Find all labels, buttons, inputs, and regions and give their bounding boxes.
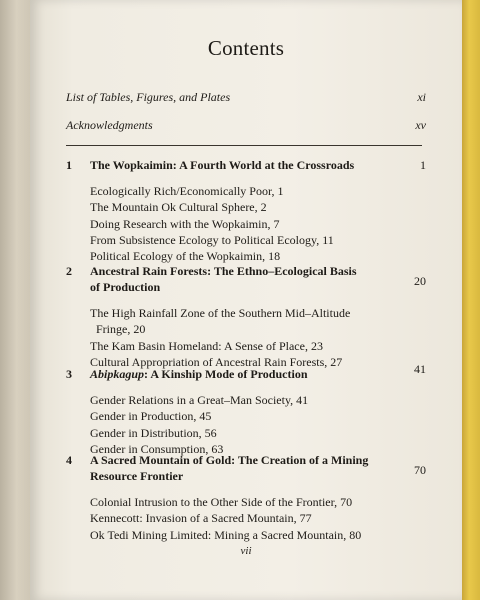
chapter-number: 2	[66, 264, 72, 278]
section-entry: Political Ecology of the Wopkaimin, 18	[90, 249, 281, 264]
chapter-entry	[66, 157, 426, 264]
chapter-title-line: The Wopkaimin: A Fourth World at the Crossroads	[90, 158, 355, 172]
front-matter-page: xi	[417, 90, 426, 104]
page-folio: vii	[240, 545, 252, 557]
chapter-heading	[66, 263, 426, 295]
chapter-title	[90, 263, 386, 295]
front-matter-title: Acknowledgments	[66, 118, 153, 132]
chapter-title	[90, 157, 386, 173]
chapter-title-line: of Production	[90, 280, 161, 294]
chapter-title	[90, 366, 386, 382]
chapter-number: 4	[66, 453, 72, 467]
section-list	[90, 305, 426, 370]
section-list	[90, 183, 426, 264]
section-entry: Gender in Distribution, 56	[90, 425, 217, 440]
chapter-entry	[66, 452, 426, 543]
section-entry: Kennecott: Invasion of a Sacred Mountain, 77	[90, 511, 312, 526]
contents-heading: Contents	[207, 36, 285, 60]
chapter-title-line: A Sacred Mountain of Gold: The Creation of a Mining	[90, 453, 369, 467]
divider-rule	[66, 145, 422, 146]
book-spine-edge	[462, 0, 480, 600]
front-matter-entry	[66, 90, 426, 105]
section-list	[90, 494, 426, 543]
section-entry: Cultural Appropriation of Ancestral Rain Forests, 27	[90, 354, 343, 369]
front-matter-entry	[66, 118, 426, 133]
section-entry: Fringe, 20	[96, 322, 146, 337]
section-entry: Gender in Production, 45	[90, 409, 212, 424]
chapter-page: 20	[414, 274, 426, 288]
section-entry: Gender Relations in a Great–Man Society, 41	[90, 393, 309, 407]
chapter-heading	[66, 157, 426, 173]
front-matter-page: xv	[415, 118, 426, 132]
section-entry: Colonial Intrusion to the Other Side of the Frontier, 70	[90, 495, 353, 509]
section-entry: From Subsistence Ecology to Political Ecology, 11	[90, 232, 334, 247]
chapter-page: 41	[414, 362, 426, 376]
chapter-entry	[66, 362, 426, 457]
chapter-number: 1	[66, 158, 72, 172]
section-entry: Doing Research with the Wopkaimin, 7	[90, 216, 280, 231]
chapter-title-line: Resource Frontier	[90, 469, 184, 483]
section-list	[90, 392, 426, 457]
chapter-title-line: Ancestral Rain Forests: The Ethno–Ecological Basis	[90, 264, 357, 278]
front-matter-title: List of Tables, Figures, and Plates	[66, 90, 231, 104]
chapter-page: 1	[420, 158, 426, 172]
chapter-title-italic: Abipkagup	[90, 367, 145, 381]
section-entry: The Kam Basin Homeland: A Sense of Place, 23	[90, 338, 323, 353]
section-entry: The High Rainfall Zone of the Southern Mid–Altitude	[90, 306, 351, 320]
section-entry: The Mountain Ok Cultural Sphere, 2	[90, 200, 267, 215]
chapter-title	[90, 452, 386, 484]
section-entry: Ecologically Rich/Economically Poor, 1	[90, 184, 284, 198]
chapter-page: 70	[414, 463, 426, 477]
section-entry: Ok Tedi Mining Limited: Mining a Sacred Mountain, 80	[90, 527, 362, 542]
chapter-heading	[66, 452, 426, 484]
chapter-heading	[66, 362, 426, 382]
section-entry: Gender in Consumption, 63	[90, 441, 224, 456]
chapter-entry	[66, 263, 426, 370]
chapter-number: 3	[66, 367, 72, 381]
book-edge	[0, 0, 30, 600]
chapter-title-rest: : A Kinship Mode of Production	[144, 367, 308, 381]
